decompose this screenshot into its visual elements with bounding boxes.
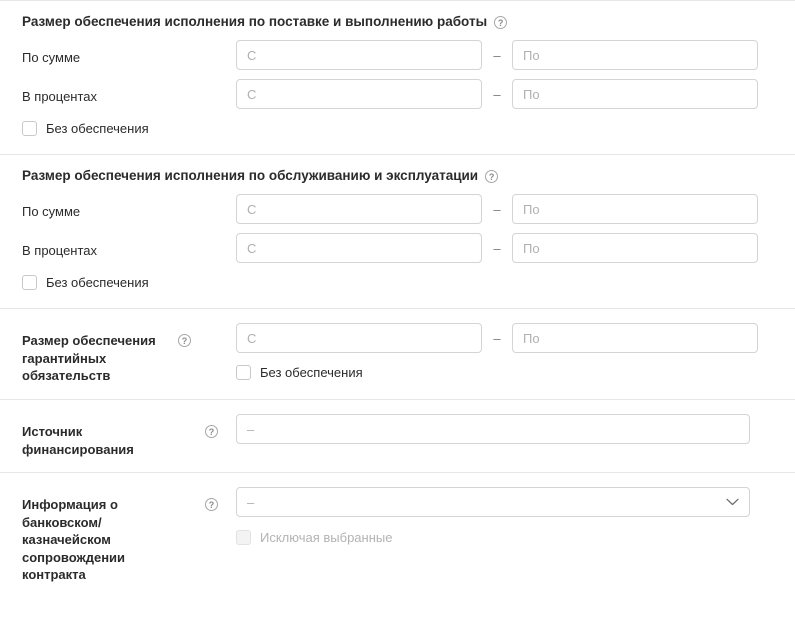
service-sum-to-input[interactable] bbox=[512, 194, 758, 224]
section-title-service-security bbox=[0, 155, 795, 194]
supply-sum-from-input[interactable] bbox=[236, 40, 482, 70]
row-label-warranty bbox=[22, 323, 236, 385]
help-icon[interactable]: ? bbox=[205, 425, 218, 438]
range-separator: – bbox=[493, 201, 501, 217]
help-icon[interactable]: ? bbox=[178, 334, 191, 347]
checkbox-supply-no-security[interactable] bbox=[0, 113, 795, 143]
row-service-by-sum bbox=[0, 194, 795, 224]
row-service-by-percent bbox=[0, 233, 795, 263]
fields-supply-by-sum bbox=[236, 40, 795, 70]
fields-funding-source bbox=[236, 414, 795, 444]
warranty-to-input[interactable] bbox=[512, 323, 758, 353]
funding-source-input[interactable] bbox=[236, 414, 750, 444]
section-service-security bbox=[0, 155, 795, 309]
row-supply-by-sum bbox=[0, 40, 795, 70]
label-text: Информация о банковском/ казначейском сопровождении контракта bbox=[22, 497, 126, 583]
label-text: Источник финансирования bbox=[22, 424, 134, 457]
section-title-text: Размер обеспечения исполнения по поставке и выполнению работы bbox=[22, 14, 488, 29]
checkbox-label: Без обеспечения bbox=[46, 274, 149, 290]
label-text: В процентах bbox=[22, 89, 98, 105]
fields-warranty bbox=[236, 323, 795, 382]
label-text: Размер обеспечения гарантийных обязательств bbox=[22, 333, 156, 384]
checkbox-exclude-selected[interactable] bbox=[236, 526, 750, 548]
section-title-text: Размер обеспечения исполнения по обслуживанию и эксплуатации bbox=[22, 168, 479, 184]
section-title-supply-security bbox=[0, 1, 795, 40]
label-text: В процентах bbox=[22, 243, 98, 259]
checkbox-box[interactable] bbox=[236, 365, 251, 380]
label-text: По сумме bbox=[22, 204, 81, 220]
fields-service-by-sum bbox=[236, 194, 795, 224]
checkbox-box[interactable] bbox=[22, 121, 37, 136]
range-separator: – bbox=[493, 330, 501, 346]
checkbox-box[interactable] bbox=[22, 275, 37, 290]
section-funding-source bbox=[0, 400, 795, 473]
section-warranty-security bbox=[0, 309, 795, 400]
checkbox-service-no-security[interactable] bbox=[0, 267, 795, 297]
row-label-service-by-sum bbox=[22, 194, 236, 221]
help-icon[interactable]: ? bbox=[494, 16, 507, 29]
supply-percent-to-input[interactable] bbox=[512, 79, 758, 109]
fields-supply-by-percent bbox=[236, 79, 795, 109]
row-label-supply-by-percent bbox=[22, 79, 236, 106]
supply-percent-from-input[interactable] bbox=[236, 79, 482, 109]
row-bank-support bbox=[0, 473, 795, 584]
row-label-service-by-percent bbox=[22, 233, 236, 260]
checkbox-box[interactable] bbox=[236, 530, 251, 545]
bank-support-select-wrap bbox=[236, 487, 750, 517]
row-label-supply-by-sum bbox=[22, 40, 236, 67]
checkbox-label: Без обеспечения bbox=[260, 364, 363, 380]
range-separator: – bbox=[493, 47, 501, 63]
checkbox-label: Без обеспечения bbox=[46, 120, 149, 136]
label-text: По сумме bbox=[22, 50, 81, 66]
row-label-bank-support bbox=[22, 487, 236, 584]
row-supply-by-percent bbox=[0, 79, 795, 109]
bank-support-select[interactable] bbox=[236, 487, 750, 517]
service-percent-to-input[interactable] bbox=[512, 233, 758, 263]
range-separator: – bbox=[493, 240, 501, 256]
fields-service-by-percent bbox=[236, 233, 795, 263]
supply-sum-to-input[interactable] bbox=[512, 40, 758, 70]
help-icon[interactable]: ? bbox=[485, 170, 498, 183]
section-bank-support bbox=[0, 473, 795, 584]
row-funding-source bbox=[0, 400, 795, 458]
service-sum-from-input[interactable] bbox=[236, 194, 482, 224]
warranty-from-input[interactable] bbox=[236, 323, 482, 353]
section-supply-security bbox=[0, 0, 795, 155]
help-icon[interactable]: ? bbox=[205, 498, 218, 511]
row-warranty bbox=[0, 309, 795, 385]
checkbox-label: Исключая выбранные bbox=[260, 529, 393, 545]
range-separator: – bbox=[493, 86, 501, 102]
service-percent-from-input[interactable] bbox=[236, 233, 482, 263]
fields-bank-support bbox=[236, 487, 795, 548]
row-label-funding-source bbox=[22, 414, 236, 458]
checkbox-warranty-no-security[interactable] bbox=[236, 362, 758, 382]
